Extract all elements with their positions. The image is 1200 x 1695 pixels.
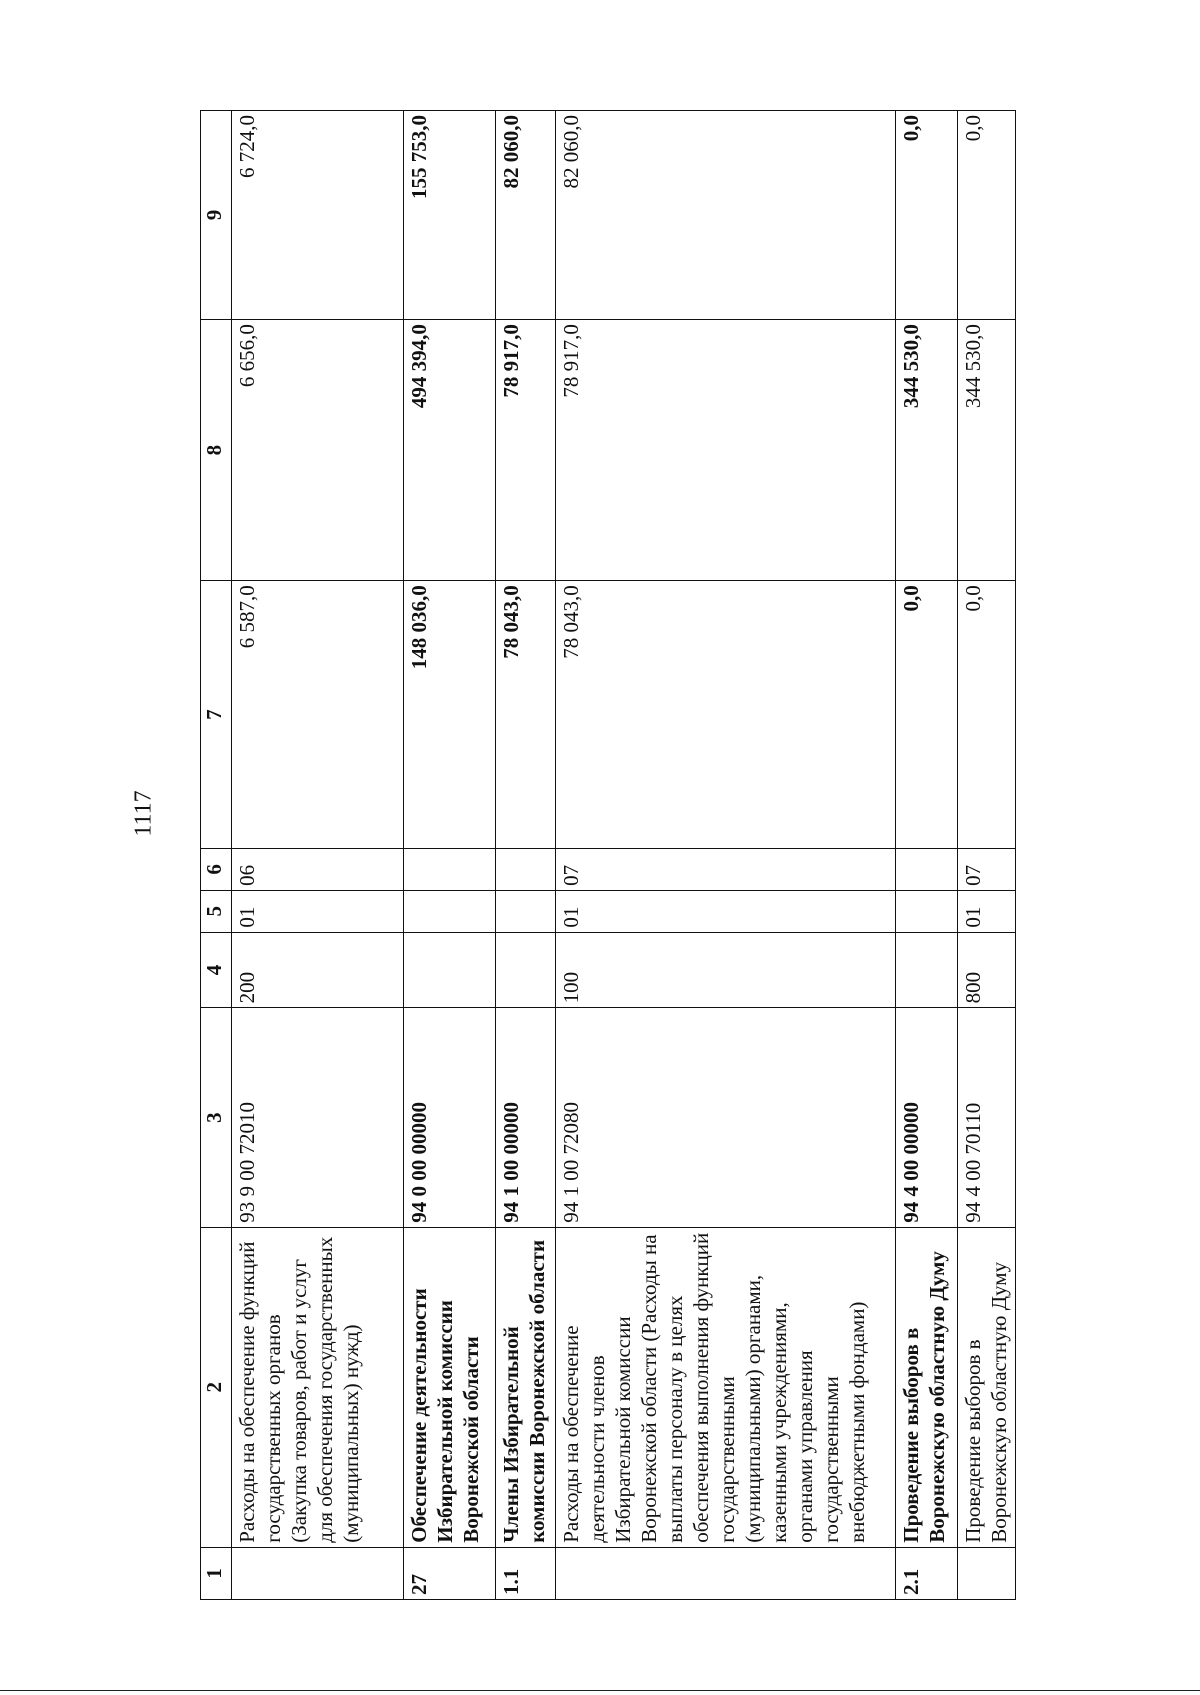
target-code-cell: 94 1 00 72080 xyxy=(556,1008,896,1227)
header-cell: 9 xyxy=(201,111,232,320)
subsection-cell xyxy=(896,849,958,891)
description-cell: Члены Избирательной комиссии Воронежской области xyxy=(496,1227,556,1547)
description-cell: Проведение выборов в Воронежскую областную Думу xyxy=(896,1227,958,1547)
table-row xyxy=(496,111,556,1600)
header-cell: 4 xyxy=(201,932,232,1008)
description-cell: Расходы на обеспечение функций государственных органов (Закупка товаров, работ и услуг для обеспечения государственных (муниципальных) нужд) xyxy=(232,1227,404,1547)
header-cell: 2 xyxy=(201,1227,232,1547)
amount-year3-cell: 0,0 xyxy=(896,111,958,320)
amount-year2-cell: 78 917,0 xyxy=(556,320,896,581)
description-cell: Проведение выборов в Воронежскую областную Думу xyxy=(958,1227,1016,1547)
section-cell: 01 xyxy=(958,890,1016,932)
expense-type-cell: 800 xyxy=(958,932,1016,1008)
header-cell: 3 xyxy=(201,1008,232,1227)
header-cell: 1 xyxy=(201,1547,232,1599)
amount-year1-cell: 148 036,0 xyxy=(404,581,496,849)
description-cell: Расходы на обеспечение деятельности членов Избирательной комиссии Воронежской области (Расходы на выплаты персоналу в целях обеспечения выполнения функций государственными (муниципальными) органами, казенными учреждениями, органами управления государственными внебюджетными фондами) xyxy=(556,1227,896,1547)
expense-type-cell: 200 xyxy=(232,932,404,1008)
expense-type-cell xyxy=(896,932,958,1008)
row-number-cell xyxy=(958,1547,1016,1599)
amount-year2-cell: 344 530,0 xyxy=(896,320,958,581)
row-number-cell: 27 xyxy=(404,1547,496,1599)
rotated-table-sheet xyxy=(200,110,1100,1600)
header-cell: 8 xyxy=(201,320,232,581)
header-cell: 7 xyxy=(201,581,232,849)
amount-year2-cell: 6 656,0 xyxy=(232,320,404,581)
budget-table xyxy=(200,110,1016,1600)
table-row xyxy=(958,111,1016,1600)
section-cell xyxy=(496,890,556,932)
amount-year3-cell: 6 724,0 xyxy=(232,111,404,320)
amount-year2-cell: 344 530,0 xyxy=(958,320,1016,581)
section-cell: 01 xyxy=(232,890,404,932)
subsection-cell xyxy=(496,849,556,891)
expense-type-cell xyxy=(496,932,556,1008)
amount-year1-cell: 0,0 xyxy=(896,581,958,849)
expense-type-cell: 100 xyxy=(556,932,896,1008)
amount-year3-cell: 82 060,0 xyxy=(496,111,556,320)
header-cell: 5 xyxy=(201,890,232,932)
amount-year1-cell: 78 043,0 xyxy=(496,581,556,849)
amount-year1-cell: 78 043,0 xyxy=(556,581,896,849)
subsection-cell xyxy=(404,849,496,891)
amount-year3-cell: 82 060,0 xyxy=(556,111,896,320)
target-code-cell: 94 1 00 00000 xyxy=(496,1008,556,1227)
amount-year2-cell: 494 394,0 xyxy=(404,320,496,581)
row-number-cell xyxy=(232,1547,404,1599)
row-number-cell xyxy=(556,1547,896,1599)
table-row xyxy=(556,111,896,1600)
table-row xyxy=(232,111,404,1600)
subsection-cell: 07 xyxy=(556,849,896,891)
section-cell xyxy=(404,890,496,932)
amount-year1-cell: 0,0 xyxy=(958,581,1016,849)
header-cell: 6 xyxy=(201,849,232,891)
amount-year3-cell: 0,0 xyxy=(958,111,1016,320)
table-row xyxy=(404,111,496,1600)
row-number-cell: 1.1 xyxy=(496,1547,556,1599)
target-code-cell: 94 4 00 70110 xyxy=(958,1008,1016,1227)
target-code-cell: 93 9 00 72010 xyxy=(232,1008,404,1227)
expense-type-cell xyxy=(404,932,496,1008)
target-code-cell: 94 0 00 00000 xyxy=(404,1008,496,1227)
header-row xyxy=(201,111,232,1600)
amount-year2-cell: 78 917,0 xyxy=(496,320,556,581)
section-cell xyxy=(896,890,958,932)
footer-rule xyxy=(0,1690,1200,1691)
amount-year1-cell: 6 587,0 xyxy=(232,581,404,849)
subsection-cell: 06 xyxy=(232,849,404,891)
amount-year3-cell: 155 753,0 xyxy=(404,111,496,320)
target-code-cell: 94 4 00 00000 xyxy=(896,1008,958,1227)
page-number: 1117 xyxy=(130,790,157,837)
subsection-cell: 07 xyxy=(958,849,1016,891)
description-cell: Обеспечение деятельности Избирательной комиссии Воронежской области xyxy=(404,1227,496,1547)
row-number-cell: 2.1 xyxy=(896,1547,958,1599)
table-row xyxy=(896,111,958,1600)
section-cell: 01 xyxy=(556,890,896,932)
